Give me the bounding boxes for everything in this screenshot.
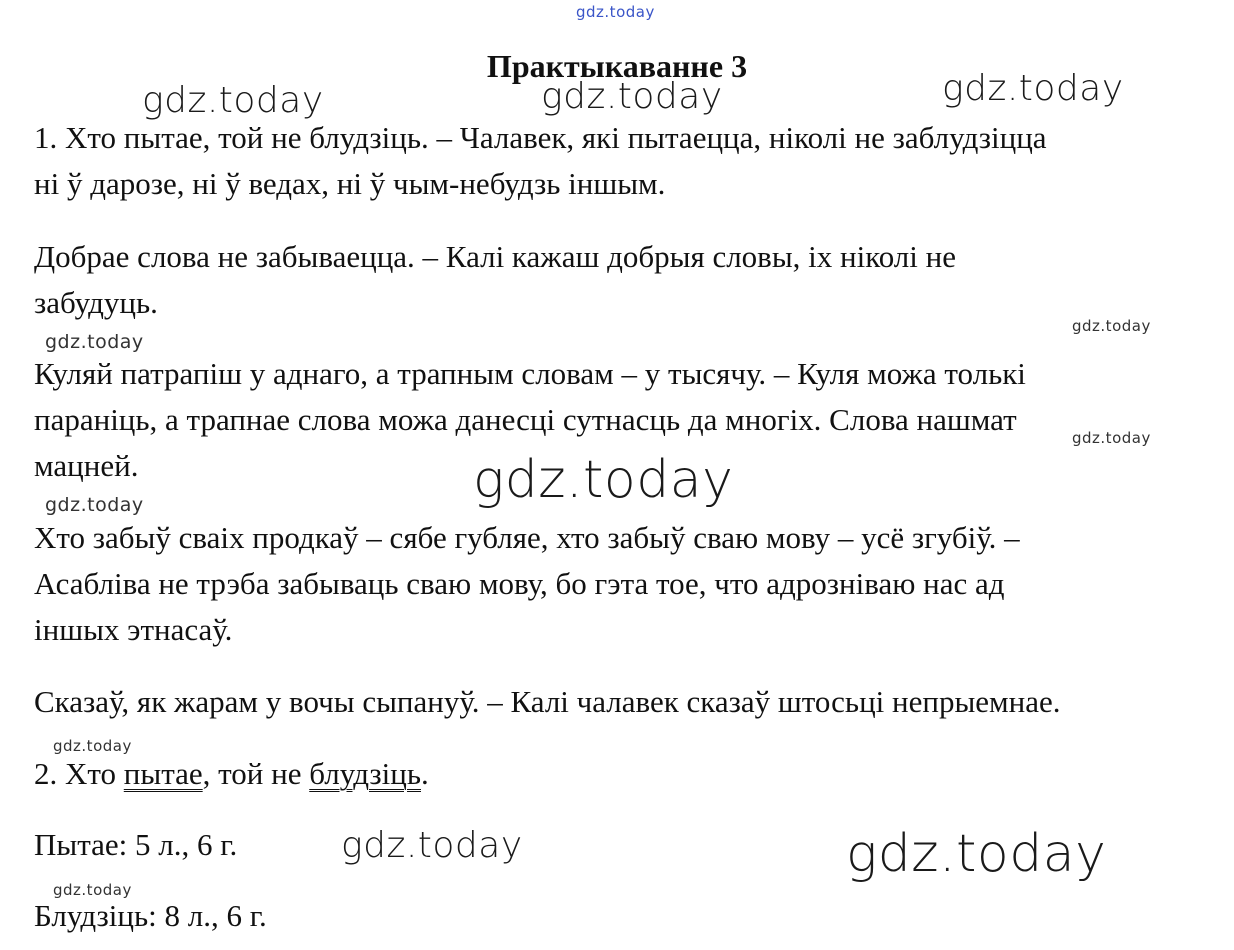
paragraph-line: 1. Хто пытае, той не блудзіць. – Чалавек, які пытаецца, ніколі не заблудзіцца bbox=[34, 120, 1047, 155]
watermark: gdz.today bbox=[1072, 317, 1151, 335]
paragraph-line: Куляй патрапіш у аднаго, а трапным словам – у тысячу. – Куля можа толькі bbox=[34, 356, 1026, 391]
paragraph-line: іншых этнасаў. bbox=[34, 612, 233, 647]
paragraph-line: Хто забыў сваіх продкаў – сябе губляе, хто забыў сваю мову – усё згубіў. – bbox=[34, 520, 1020, 555]
watermark: gdz.today bbox=[473, 450, 734, 510]
watermark: gdz.today bbox=[53, 881, 132, 899]
analysis-line: Пытае: 5 л., 6 г. bbox=[34, 827, 238, 862]
underlined-word: блудзіць bbox=[309, 756, 421, 791]
watermark: gdz.today bbox=[1072, 429, 1151, 447]
analysis-line: Блудзіць: 8 л., 6 г. bbox=[34, 898, 267, 933]
sentence-middle: , той не bbox=[202, 756, 310, 791]
paragraph-line: ні ў дарозе, ні ў ведах, ні ў чым-небудзь іншым. bbox=[34, 166, 666, 201]
paragraph-line: параніць, а трапнае слова можа данесці сутнасць да многіх. Слова нашмат bbox=[34, 402, 1017, 437]
paragraph-line: Добрае слова не забываецца. – Калі кажаш добрыя словы, іх ніколі не bbox=[34, 239, 956, 274]
paragraph-line: Сказаў, як жарам у вочы сыпануў. – Калі чалавек сказаў штосьці непрыемнае. bbox=[34, 684, 1061, 719]
section-2-sentence bbox=[34, 751, 1224, 797]
paragraph-1 bbox=[34, 115, 1224, 207]
paragraph-line: забудуць. bbox=[34, 285, 158, 320]
watermark: gdz.today bbox=[576, 3, 655, 21]
watermark: gdz.today bbox=[541, 76, 723, 117]
page-title: Практыкаванне 3 bbox=[486, 48, 748, 84]
paragraph-4 bbox=[34, 515, 1224, 653]
paragraph-line: мацней. bbox=[34, 448, 139, 483]
watermark: gdz.today bbox=[53, 737, 132, 755]
word-analysis-2 bbox=[34, 893, 1224, 939]
watermark: gdz.today bbox=[846, 824, 1107, 884]
sentence-prefix: 2. Хто bbox=[34, 756, 124, 791]
paragraph-2 bbox=[34, 234, 1224, 326]
paragraph-line: Асабліва не трэба забываць сваю мову, бо гэта тое, что адрозніваю нас ад bbox=[34, 566, 1005, 601]
watermark: gdz.today bbox=[45, 494, 144, 516]
watermark: gdz.today bbox=[942, 68, 1124, 109]
watermark: gdz.today bbox=[45, 331, 144, 353]
watermark: gdz.today bbox=[341, 825, 523, 866]
watermark: gdz.today bbox=[142, 80, 324, 121]
underlined-word: пытае bbox=[123, 756, 203, 791]
sentence-suffix: . bbox=[421, 756, 429, 791]
paragraph-5 bbox=[34, 679, 1224, 725]
